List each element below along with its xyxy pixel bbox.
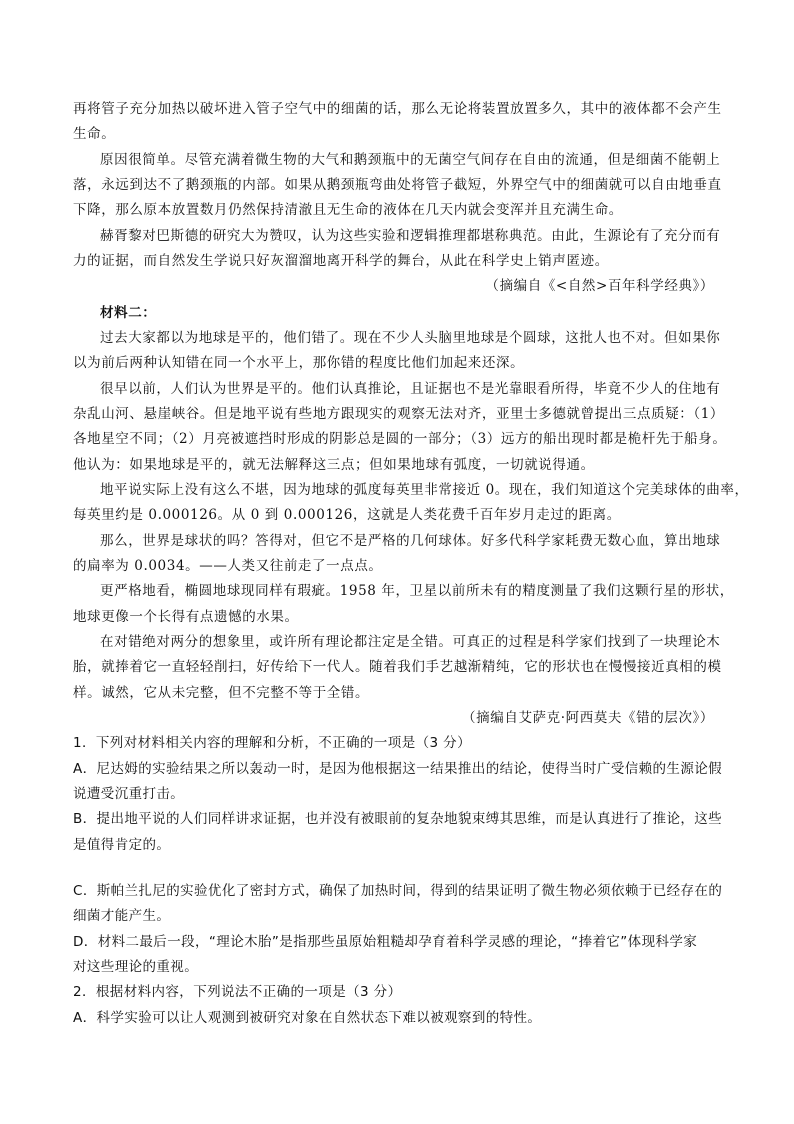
q1-option-d: D．材料二最后一段，“理论木胎”是指那些虽原始粗糙却孕育着科学灵感的理论，“捧着它”体现科学家	[73, 934, 698, 950]
material2-line: 很早以前，人们认为世界是平的。他们认真推论，且证据也不是光靠眼看所得，毕竟不少人的住地有	[100, 381, 721, 397]
material1-line: 赫胥黎对巴斯德的研究大为赞叹，认为这些实验和逻辑推理都堪称典范。由此，生源论有了充分而有	[100, 228, 721, 244]
material2-line: 以为前后两种认知错在同一个水平上，那你错的程度比他们加起来还深。	[73, 355, 525, 371]
q1-option-c-cont: 细菌才能产生。	[73, 908, 171, 924]
question-1-stem: 1．下列对材料相关内容的理解和分析，不正确的一项是（3 分）	[73, 735, 471, 751]
material2-line: 地球更像一个长得有点遗憾的水果。	[73, 609, 299, 625]
material2-line: 那么，世界是球状的吗？答得对，但它不是严格的几何球体。好多代科学家耗费无数心血，算出地球	[100, 533, 721, 549]
material2-line: 杂乱山河、悬崖峡谷。但是地平说有些地方跟现实的观察无法对齐，亚里士多德就曾提出三点质疑：（1）	[73, 406, 725, 422]
material1-line: 落，永远到达不了鹅颈瓶的内部。如果从鹅颈瓶弯曲处将管子截短，外界空气中的细菌就可以自由地垂直	[73, 177, 722, 193]
material2-line: 地平说实际上没有这么不堪，因为地球的弧度每英里非常接近 0。现在，我们知道这个完美球体的曲率，	[100, 482, 749, 498]
q1-option-a-cont: 说遭受沉重打击。	[73, 786, 185, 802]
material1-line: 生命。	[73, 126, 116, 142]
source-citation-1: （摘编自《<自然>百年科学经典》）	[485, 278, 714, 294]
material2-line: 胎，就捧着它一直轻轻削扫，好传给下一代人。随着我们手艺越渐精纯，它的形状也在慢慢接近真相的模	[73, 659, 722, 675]
material1-line: 原因很简单。尽管充满着微生物的大气和鹅颈瓶中的无菌空气间存在自由的流通，但是细菌不能朝上	[100, 152, 721, 168]
material1-line: 再将管子充分加热以破坏进入管子空气中的细菌的话，那么无论将装置放置多久，其中的液体都不会产生	[73, 101, 722, 117]
material2-line: 过去大家都以为地球是平的，他们错了。现在不少人头脑里地球是个圆球，这批人也不对。但如果你	[100, 330, 721, 346]
q1-option-b-cont: 是值得肯定的。	[73, 837, 171, 853]
material1-line: 力的证据，而自然发生学说只好灰溜溜地离开科学的舞台，从此在科学史上销声匿迹。	[73, 253, 609, 269]
material2-line: 各地星空不同；（2）月亮被遮挡时形成的阴影总是圆的一部分；（3）远方的船出现时都是桅杆先于船身。	[73, 431, 727, 447]
material2-line: 样。诚然，它从未完整，但不完整不等于全错。	[73, 685, 370, 701]
q1-option-a: A．尼达姆的实验结果之所以轰动一时，是因为他根据这一结果推出的结论，使得当时广受信赖的生源论假	[73, 761, 723, 777]
material2-line: 在对错绝对两分的想象里，或许所有理论都注定是全错。可真正的过程是科学家们找到了一块理论木	[100, 634, 721, 650]
material2-line: 的扁率为 0.0034。——人类又往前走了一点点。	[73, 558, 383, 574]
q1-option-d-cont: 对这些理论的重视。	[73, 959, 199, 975]
q2-option-a: A．科学实验可以让人观测到被研究对象在自然状态下难以被观察到的特性。	[73, 1010, 542, 1026]
material2-line: 更严格地看，椭圆地球现同样有瑕疵。1958 年，卫星以前所未有的精度测量了我们这颗行星的形状，	[100, 583, 734, 599]
material2-line: 他认为：如果地球是平的，就无法解释这三点；但如果地球有弧度，一切就说得通。	[73, 457, 595, 473]
q1-option-b: B．提出地平说的人们同样讲求证据，也并没有被眼前的复杂地貌束缚其思维，而是认真进行了推论，这些	[73, 811, 723, 827]
material2-line: 每英里约是 0.000126。从 0 到 0.000126，这就是人类花费千百年岁月走过的距离。	[73, 507, 621, 523]
question-2-stem: 2．根据材料内容，下列说法不正确的一项是（3 分）	[73, 984, 402, 1000]
source-citation-2: （摘编自艾萨克·阿西莫夫《错的层次》）	[462, 710, 714, 726]
material2-heading: 材料二：	[100, 305, 157, 321]
q1-option-c: C．斯帕兰扎尼的实验优化了密封方式，确保了加热时间，得到的结果证明了微生物必须依赖于已经存在的	[73, 883, 723, 899]
material1-line: 下降，那么原本放置数月仍然保持清澈且无生命的液体在几天内就会变浑并且充满生命。	[73, 202, 623, 218]
